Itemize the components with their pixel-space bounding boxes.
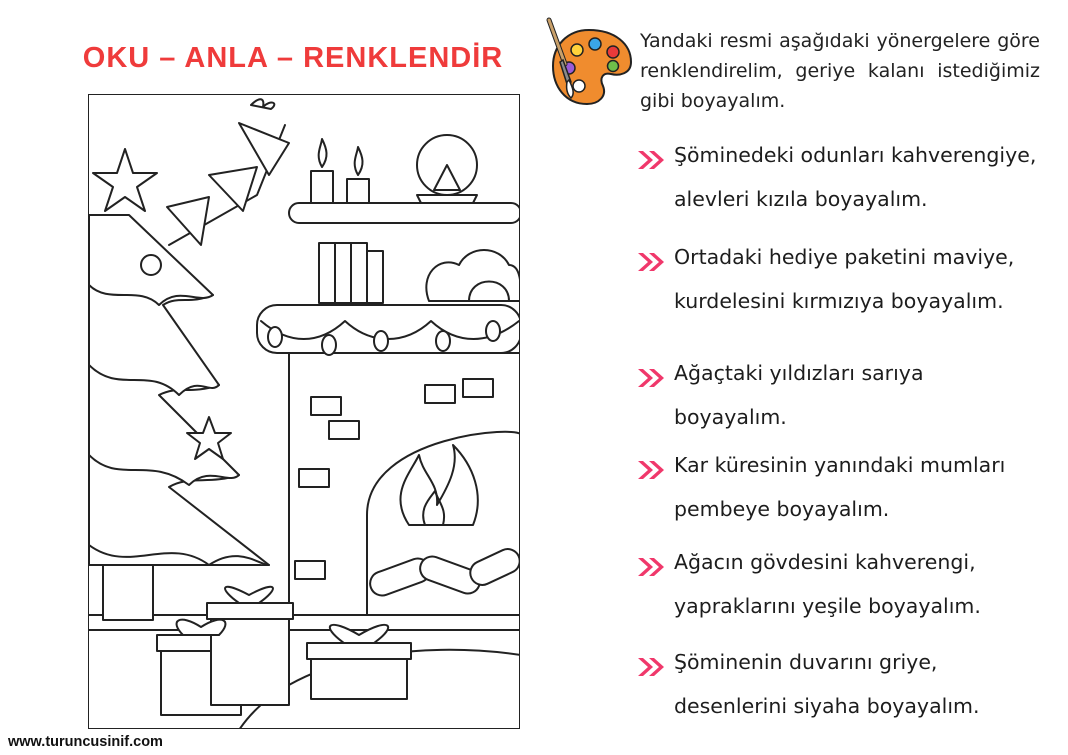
instruction-line-2: kurdelesini kırmızıya boyayalım. [674,289,1004,313]
instruction-line-2: pembeye boyayalım. [674,497,890,521]
instruction-line-1: Şöminenin duvarını griye, [674,650,938,674]
page-title: OKU – ANLA – RENKLENDİR [82,42,504,74]
coloring-picture [88,94,520,729]
chevron-right-icon [636,656,670,678]
instruction-line-2: boyayalım. [674,405,787,429]
chevron-right-icon [636,251,670,273]
paint-palette-icon [543,16,635,108]
instruction-line-2: yapraklarını yeşile boyayalım. [674,594,981,618]
chevron-right-icon [636,459,670,481]
instruction-line-2: desenlerini siyaha boyayalım. [674,694,980,718]
snow-globe [417,135,477,203]
chevron-right-icon [636,556,670,578]
instruction-line-1: Kar küresinin yanındaki mumları [674,453,1006,477]
fireplace [257,305,520,615]
chevron-right-icon [636,367,670,389]
candles [311,139,369,203]
instruction-line-1: Ağaçtaki yıldızları sarıya [674,361,924,385]
footer-website: www.turuncusinif.com [8,734,163,750]
instruction-line-1: Ortadaki hediye paketini maviye, [674,245,1015,269]
chevron-right-icon [636,149,670,171]
instruction-line-1: Şöminedeki odunları kahverengiye, [674,143,1037,167]
instruction-line-2: alevleri kızıla boyayalım. [674,187,928,211]
instruction-line-1: Ağacın gövdesini kahverengi, [674,550,976,574]
intro-text: Yandaki resmi aşağıdaki yönergelere göre renklendirelim, geriye kalanı istediğimiz gibi boyayalım. [640,30,1040,112]
